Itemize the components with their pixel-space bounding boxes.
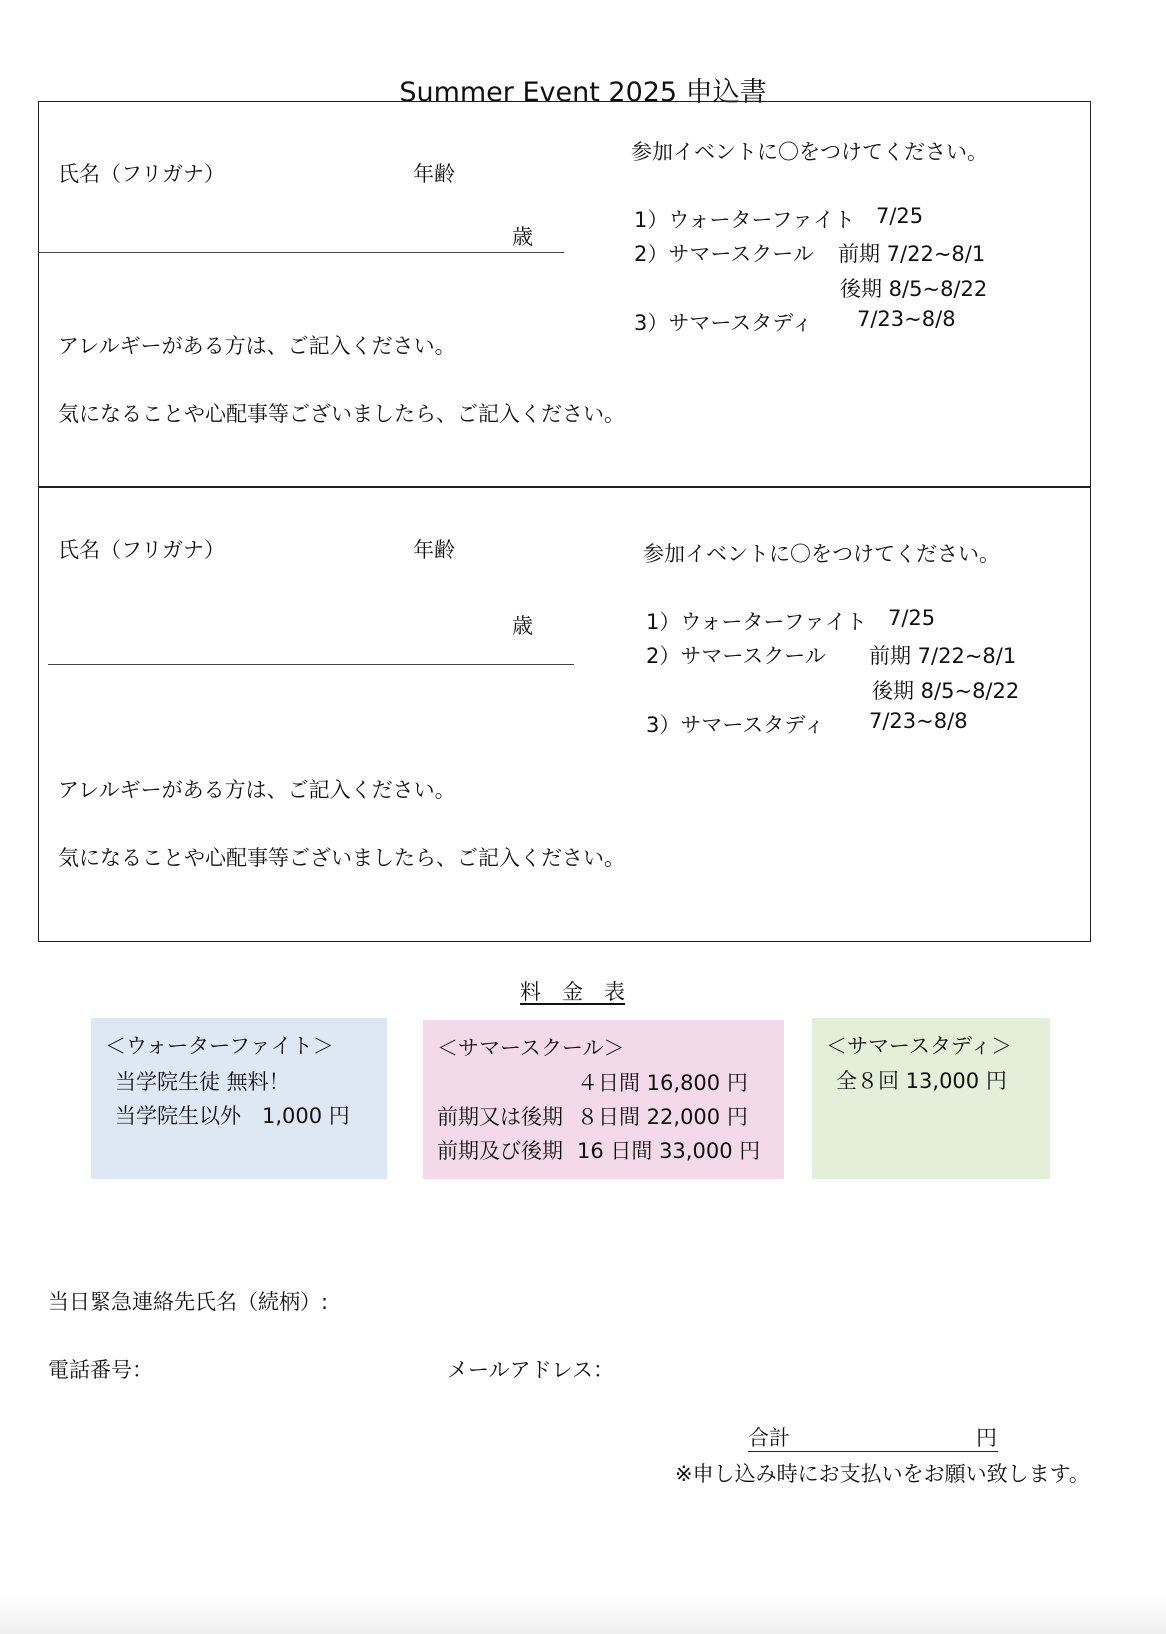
age-unit: 歳 (512, 614, 533, 638)
events-prompt: 参加イベントに〇をつけてください。 (631, 140, 988, 164)
event-date: 後期 8/5~8/22 (840, 277, 988, 301)
fee-box-summer-study (812, 1018, 1050, 1179)
event-option[interactable]: 3）サマースタディ (646, 713, 825, 737)
name-label: 氏名（フリガナ） (58, 162, 225, 186)
event-date: 前期 7/22~8/1 (838, 242, 986, 266)
fee-row-label: 前期及び後期 (437, 1139, 563, 1163)
event-date: 7/23~8/8 (857, 307, 956, 331)
fee-row-label: 前期又は後期 (437, 1105, 563, 1129)
name-label: 氏名（フリガナ） (58, 538, 225, 562)
name-field-underline[interactable] (48, 664, 574, 665)
fee-box-title: ＜ウォーターファイト＞ (105, 1034, 334, 1058)
event-date: 前期 7/22~8/1 (869, 644, 1017, 668)
events-prompt: 参加イベントに〇をつけてください。 (643, 542, 1000, 566)
age-unit: 歳 (512, 225, 533, 249)
phone-label: 電話番号： (48, 1358, 153, 1382)
email-label: メールアドレス： (447, 1358, 614, 1382)
fee-row: 当学院生以外 1,000 円 (115, 1104, 350, 1128)
concern-prompt: 気になることや心配事等ございましたら、ご記入ください。 (58, 846, 625, 870)
total-unit: 円 (976, 1426, 997, 1450)
event-option[interactable]: 2）サマースクール (634, 242, 814, 266)
event-option[interactable]: 2）サマースクール (646, 644, 826, 668)
age-label: 年齢 (413, 162, 455, 186)
concern-prompt: 気になることや心配事等ございましたら、ご記入ください。 (58, 402, 625, 426)
event-date: 7/25 (888, 606, 936, 630)
allergy-prompt: アレルギーがある方は、ご記入ください。 (58, 778, 456, 802)
fee-box-water-fight (91, 1018, 387, 1179)
fee-row: 当学院生徒 無料！ (115, 1070, 290, 1094)
fee-box-title: ＜サマースタディ＞ (826, 1034, 1013, 1058)
allergy-prompt: アレルギーがある方は、ご記入ください。 (58, 334, 456, 358)
fee-row-price: ８日間 22,000 円 (577, 1105, 748, 1129)
page-title: Summer Event 2025 申込書 (399, 77, 767, 108)
event-option[interactable]: 1）ウォーターファイト (646, 610, 868, 634)
fee-row: 全８回 13,000 円 (836, 1069, 1007, 1093)
fee-table-heading: 料 金 表 (520, 980, 625, 1004)
page-bottom-shadow (0, 1594, 1166, 1634)
event-option[interactable]: 1）ウォーターファイト (634, 208, 856, 232)
event-date: 7/25 (876, 204, 924, 228)
event-date: 7/23~8/8 (869, 709, 968, 733)
payment-note: ※申し込み時にお支払いをお願い致します。 (675, 1462, 1090, 1486)
age-label: 年齢 (413, 538, 455, 562)
name-field-underline[interactable] (38, 252, 564, 253)
event-option[interactable]: 3）サマースタディ (634, 311, 813, 335)
fee-box-summer-school (423, 1020, 784, 1179)
fee-row-price: ４日間 16,800 円 (577, 1071, 748, 1095)
fee-box-title: ＜サマースクール＞ (437, 1036, 625, 1060)
total-label: 合計 (748, 1426, 790, 1450)
emergency-contact-label: 当日緊急連絡先氏名（続柄）: (48, 1290, 329, 1314)
event-date: 後期 8/5~8/22 (872, 679, 1020, 703)
fee-row-price: 16 日間 33,000 円 (577, 1139, 761, 1163)
